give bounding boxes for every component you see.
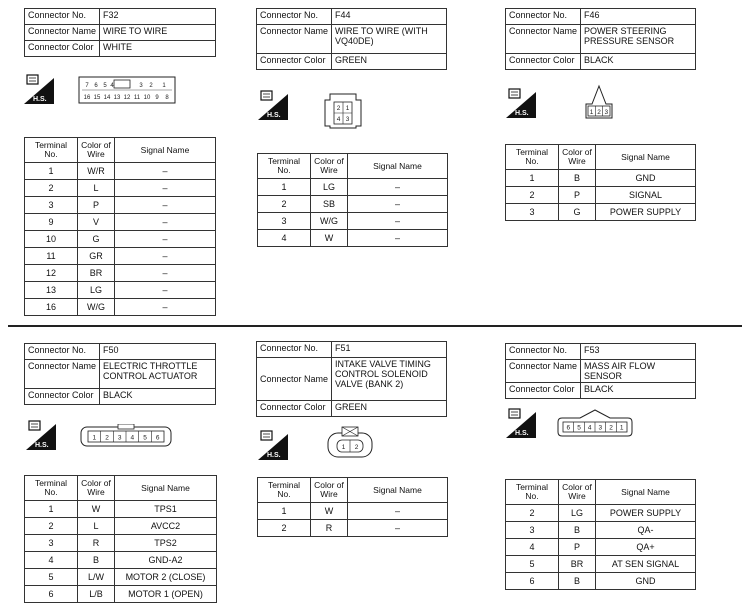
connector-f46-info (505, 8, 696, 70)
connector-f50-info (24, 343, 216, 405)
connector-name-label: Connector Name (257, 25, 332, 54)
table-row: 2 L AVCC2 (25, 518, 217, 535)
connector-color-label: Connector Color (257, 401, 332, 417)
hs-icon (258, 88, 288, 120)
hs-label: H.S. (33, 96, 47, 103)
connector-color-label: Connector Color (506, 54, 581, 70)
signal-name-header: Signal Name (115, 138, 216, 163)
pin-label: 3 (598, 424, 603, 432)
connector-f44-terminal-table (257, 153, 448, 247)
pin-label: 2 (597, 109, 601, 116)
table-row: 1 LG – (258, 179, 448, 196)
connector-name-value: ELECTRIC THROTTLE CONTROL ACTUATOR (100, 360, 216, 389)
table-row: 2 P SIGNAL (506, 187, 696, 204)
pin-label: 14 (103, 95, 111, 101)
connector-color-label: Connector Color (257, 54, 332, 70)
pin-label: 1 (619, 424, 624, 432)
connector-no-value: F50 (100, 344, 216, 360)
pin-label: 3 (345, 116, 350, 123)
pin-label: 5 (103, 83, 107, 89)
pin-label: 13 (113, 95, 121, 101)
signal-name-header: Signal Name (596, 480, 696, 505)
pin-label: 2 (609, 424, 613, 432)
connector-name-value: POWER STEERING PRESSURE SENSOR (581, 25, 696, 54)
pin-label: 1 (589, 109, 594, 116)
pin-label: 9 (155, 95, 159, 101)
table-row: 6 B GND (506, 573, 696, 590)
connector-no-label: Connector No. (257, 9, 332, 25)
connector-color-value: BLACK (100, 389, 216, 405)
table-row: 6 L/B MOTOR 1 (OPEN) (25, 586, 217, 603)
connector-name-label: Connector Name (506, 360, 581, 383)
signal-name-header: Signal Name (596, 145, 696, 170)
connector-color-value: GREEN (332, 54, 447, 70)
table-row: 10 G – (25, 231, 216, 248)
connector-color-value: BLACK (581, 383, 696, 399)
connector-f32-info (24, 8, 216, 57)
pin-label: 6 (94, 83, 98, 89)
connector-f53-face-diagram (556, 408, 634, 438)
terminal-no-header: Terminal No. (25, 476, 78, 501)
pin-label: 10 (143, 95, 151, 101)
table-row: 2 SB – (258, 196, 448, 213)
color-of-wire-header: Color of Wire (311, 478, 348, 503)
hs-icon (24, 72, 54, 104)
table-row: 11 GR – (25, 248, 216, 265)
connector-no-value: F32 (100, 9, 216, 25)
pin-label: 1 (345, 105, 350, 112)
table-row: 4 W – (258, 230, 448, 247)
connector-color-value: WHITE (100, 41, 216, 57)
connector-no-label: Connector No. (25, 9, 100, 25)
connector-no-value: F51 (332, 342, 447, 358)
table-row: 2 L – (25, 180, 216, 197)
color-of-wire-header: Color of Wire (311, 154, 348, 179)
table-row: 16 W/G – (25, 299, 216, 316)
pin-label: 1 (92, 434, 97, 442)
pin-label: 16 (83, 95, 91, 101)
connector-color-value: GREEN (332, 401, 447, 417)
pin-label: 7 (85, 83, 89, 89)
connector-name-label: Connector Name (506, 25, 581, 54)
pin-label: 2 (354, 444, 359, 451)
terminal-no-header: Terminal No. (258, 154, 311, 179)
signal-name-header: Signal Name (115, 476, 217, 501)
table-row: 1 W/R – (25, 163, 216, 180)
connector-color-label: Connector Color (506, 383, 581, 399)
table-row: 1 W – (258, 503, 448, 520)
pin-label: 3 (139, 83, 143, 89)
svg-text:H.S.: H.S. (515, 110, 529, 117)
table-row: 3 B QA- (506, 522, 696, 539)
pin-label: 5 (577, 424, 581, 432)
pin-label: 2 (336, 105, 341, 112)
connector-no-label: Connector No. (506, 9, 581, 25)
connector-no-label: Connector No. (257, 342, 332, 358)
pin-label: 11 (133, 95, 141, 101)
hs-icon (506, 86, 536, 118)
pin-label: 1 (341, 444, 346, 451)
svg-text:H.S.: H.S. (35, 442, 49, 449)
connector-name-label: Connector Name (257, 358, 332, 401)
connector-color-value: BLACK (581, 54, 696, 70)
table-row: 4 P QA+ (506, 539, 696, 556)
connector-f51-terminal-table (257, 477, 448, 537)
connector-f46-terminal-table (505, 144, 696, 221)
table-row: 5 L/W MOTOR 2 (CLOSE) (25, 569, 217, 586)
pin-label: 2 (149, 83, 153, 89)
table-row: 4 B GND-A2 (25, 552, 217, 569)
connector-name-value: WIRE TO WIRE (WITH VQ40DE) (332, 25, 447, 54)
connector-name-value: MASS AIR FLOW SENSOR (581, 360, 696, 383)
connector-name-value: WIRE TO WIRE (100, 25, 216, 41)
connector-f44-info (256, 8, 447, 70)
terminal-no-header: Terminal No. (258, 478, 311, 503)
connector-no-value: F46 (581, 9, 696, 25)
table-row: 3 G POWER SUPPLY (506, 204, 696, 221)
pin-label: 8 (165, 95, 169, 101)
connector-color-label: Connector Color (25, 389, 100, 405)
table-row: 12 BR – (25, 265, 216, 282)
connector-f51-face-diagram (326, 425, 374, 459)
color-of-wire-header: Color of Wire (78, 476, 115, 501)
signal-name-header: Signal Name (348, 478, 448, 503)
pin-label: 15 (93, 95, 101, 101)
connector-no-label: Connector No. (25, 344, 100, 360)
connector-f32-terminal-table (24, 137, 216, 316)
table-row: 1 B GND (506, 170, 696, 187)
terminal-no-header: Terminal No. (506, 145, 559, 170)
table-row: 3 W/G – (258, 213, 448, 230)
terminal-no-header: Terminal No. (506, 480, 559, 505)
section-divider (8, 325, 742, 327)
connector-f32-face-diagram (78, 76, 176, 104)
table-row: 2 LG POWER SUPPLY (506, 505, 696, 522)
connector-no-label: Connector No. (506, 344, 581, 360)
color-of-wire-header: Color of Wire (559, 480, 596, 505)
svg-text:H.S.: H.S. (267, 452, 281, 459)
pin-label: 4 (336, 116, 341, 123)
pin-label: 3 (604, 109, 609, 116)
color-of-wire-header: Color of Wire (559, 145, 596, 170)
pin-label: 6 (155, 434, 160, 442)
table-row: 5 BR AT SEN SIGNAL (506, 556, 696, 573)
signal-name-header: Signal Name (348, 154, 448, 179)
color-of-wire-header: Color of Wire (78, 138, 115, 163)
pin-label: 1 (162, 83, 166, 89)
pin-label: 4 (587, 424, 592, 432)
connector-f50-face-diagram (80, 424, 172, 448)
connector-f46-face-diagram (578, 84, 620, 122)
hs-icon (506, 406, 536, 438)
hs-icon (258, 428, 288, 460)
connector-f50-terminal-table (24, 475, 217, 603)
pin-label: 5 (143, 434, 147, 442)
terminal-no-header: Terminal No. (25, 138, 78, 163)
connector-color-label: Connector Color (25, 41, 100, 57)
connector-f53-terminal-table (505, 479, 696, 590)
pin-label: 3 (117, 434, 122, 442)
connector-f51-info (256, 341, 447, 417)
hs-icon (26, 418, 56, 450)
connector-no-value: F44 (332, 9, 447, 25)
connector-name-label: Connector Name (25, 360, 100, 389)
connector-no-value: F53 (581, 344, 696, 360)
connector-f53-info (505, 343, 696, 399)
connector-f44-face-diagram (322, 92, 364, 130)
pin-label: 4 (130, 434, 135, 442)
pin-label: 2 (105, 434, 109, 442)
svg-text:H.S.: H.S. (267, 112, 281, 119)
connector-name-label: Connector Name (25, 25, 100, 41)
table-row: 2 R – (258, 520, 448, 537)
svg-text:H.S.: H.S. (515, 430, 529, 437)
table-row: 3 P – (25, 197, 216, 214)
connector-name-value: INTAKE VALVE TIMING CONTROL SOLENOID VALVE (BANK 2) (332, 358, 447, 401)
table-row: 3 R TPS2 (25, 535, 217, 552)
table-row: 9 V – (25, 214, 216, 231)
pin-label: 6 (566, 424, 571, 432)
table-row: 13 LG – (25, 282, 216, 299)
pin-label: 4 (110, 83, 114, 89)
pin-label: 12 (123, 95, 131, 101)
table-row: 1 W TPS1 (25, 501, 217, 518)
